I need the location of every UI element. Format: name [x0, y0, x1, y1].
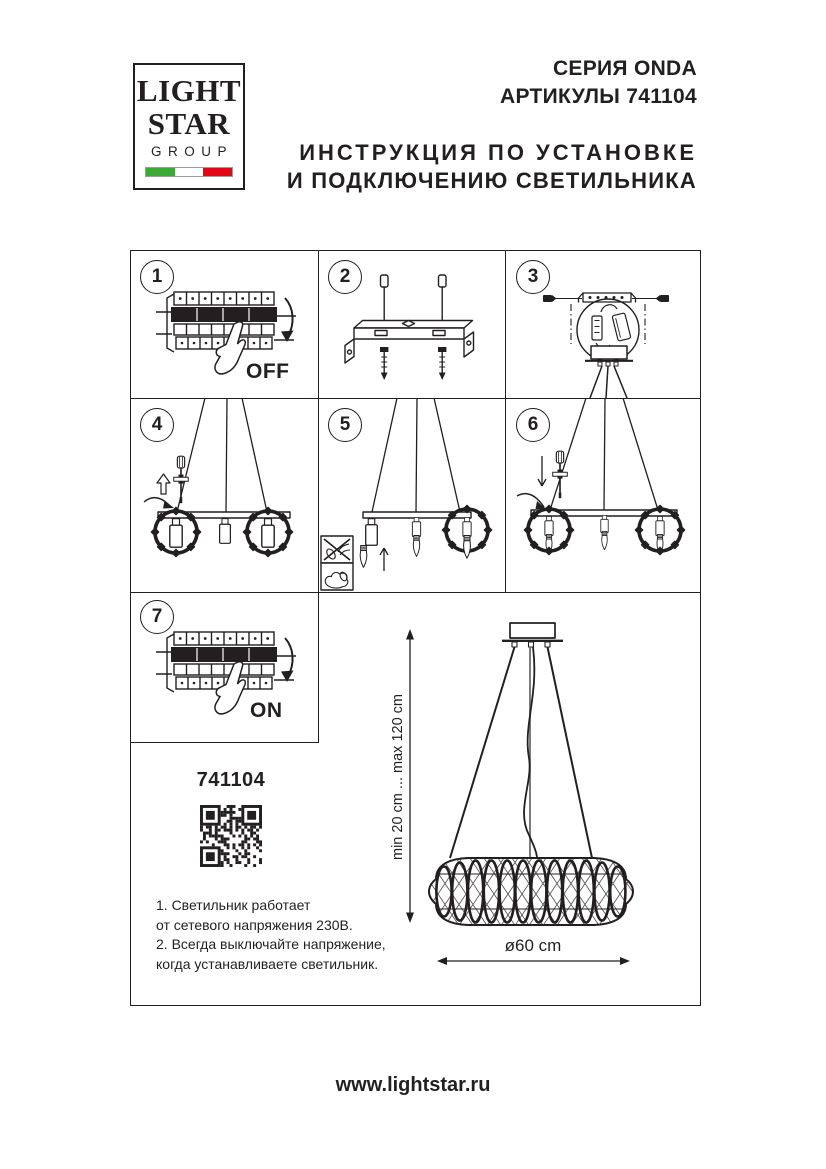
bulb-icon	[360, 546, 367, 568]
step-number-4: 4	[140, 408, 174, 442]
step-number-5: 5	[328, 408, 362, 442]
lamp-socket-icon	[170, 519, 182, 548]
articles-title: АРТИКУЛЫ 741104	[500, 85, 697, 108]
arrow-up-icon	[380, 548, 388, 571]
flag-red	[203, 168, 232, 176]
note-line: когда устанавливаете светильник.	[156, 955, 379, 972]
lightstar-logo	[133, 63, 245, 190]
safety-notes	[156, 896, 386, 974]
chandelier-body	[429, 858, 633, 925]
canopy-icon	[510, 623, 555, 638]
suspension-cables	[550, 398, 658, 510]
lamp-socket-icon	[366, 519, 378, 546]
logo-word-group: GROUP	[150, 144, 233, 159]
qr-code	[200, 805, 262, 867]
step-number-1: 1	[140, 260, 174, 294]
anchor-icon	[380, 347, 388, 380]
website-url: www.lightstar.ru	[335, 1074, 491, 1096]
screw-icon	[381, 275, 389, 287]
instruction-title	[287, 139, 697, 195]
bulb-icon	[464, 536, 471, 559]
lamp-socket-icon	[601, 515, 608, 532]
dimension-arrow-vertical	[406, 629, 414, 923]
step-number-6: 6	[516, 408, 550, 442]
suspension-cables	[590, 366, 627, 398]
note-line: 1. Светильник работает	[156, 897, 311, 913]
diameter-label: ø60 cm	[504, 936, 562, 955]
canopy-icon	[585, 346, 633, 366]
suspension-cable	[548, 647, 593, 858]
screw-icon	[660, 295, 669, 302]
document-header	[500, 55, 697, 111]
screwdriver-icon	[553, 451, 568, 498]
series-title: СЕРИЯ ONDA	[552, 57, 697, 80]
lamp-socket-icon	[463, 517, 471, 536]
screw-icon	[543, 295, 552, 302]
note-line: 2. Всегда выключайте напряжение,	[156, 936, 386, 952]
step-number-2: 2	[328, 260, 362, 294]
step-number-7: 7	[140, 600, 174, 634]
flag-green	[146, 168, 175, 176]
instruction-title-line1: ИНСТРУКЦИЯ ПО УСТАНОВКЕ	[299, 140, 697, 165]
article-number: 741104	[196, 769, 266, 791]
dimension-arrow-horizontal	[437, 957, 630, 965]
bulb-icon	[413, 535, 419, 556]
lamp-socket-icon	[262, 519, 274, 548]
suspension-cables	[177, 398, 267, 512]
flag-white	[175, 168, 204, 176]
step-number-3: 3	[516, 260, 550, 294]
anchor-icon	[438, 347, 446, 380]
italian-flag-icon	[145, 167, 233, 177]
lamp-socket-icon	[545, 516, 553, 535]
mounting-bracket-icon	[345, 275, 474, 380]
arrow-up-icon	[157, 474, 170, 494]
arrow-down-icon	[538, 456, 546, 486]
suspension-cables	[372, 398, 460, 512]
lamp-socket-icon	[220, 519, 231, 544]
suspension-height-label: min 20 cm ... max 120 cm	[390, 694, 406, 860]
off-label: OFF	[246, 360, 290, 383]
bulb-icon	[602, 531, 608, 549]
logo-word-light: LIGHT	[136, 73, 242, 108]
suspension-cable	[450, 647, 515, 858]
screwdriver-icon	[174, 456, 189, 503]
instruction-title-line2: И ПОДКЛЮЧЕНИЮ СВЕТИЛЬНИКА	[286, 168, 697, 193]
lamp-socket-icon	[412, 517, 420, 536]
note-line: от сетевого напряжения 230В.	[156, 916, 353, 933]
logo-word-star: STAR	[147, 106, 231, 141]
screw-icon	[439, 275, 447, 287]
lamp-socket-icon	[656, 516, 664, 535]
on-label: ON	[250, 699, 283, 722]
